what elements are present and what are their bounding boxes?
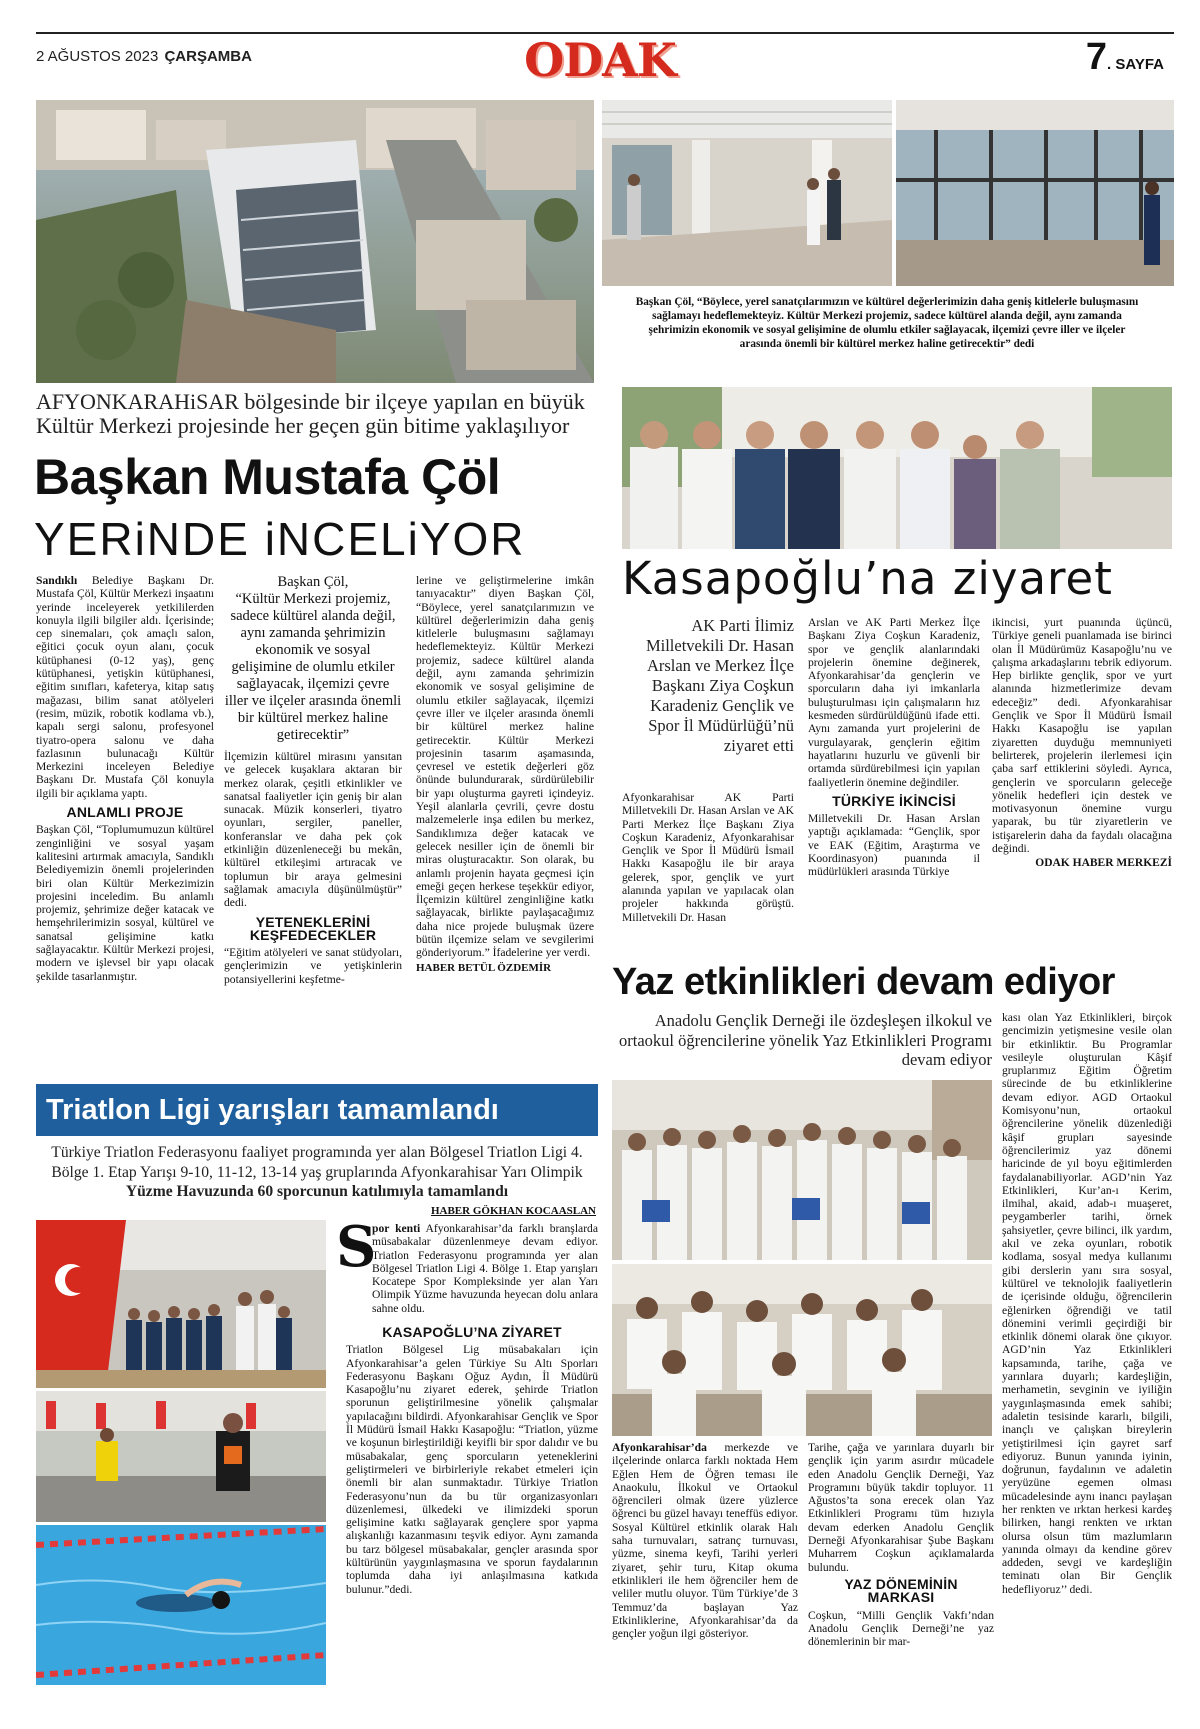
story2-col-1: Afyonkarahisar AK Parti Milletvekili Dr. Hasan Arslan ve AK Parti Merkez İlçe Başkanı Ziya Coşkun Karadeniz, Afyonkarahisar Gençlik ve Spor İl Müdürü İsmail Hakkı Kasapoğlu ile bir araya gelerek, spor, gençlik ve yurt alanında yapılan ve yapılacak olan projeler hakkında görüştü. Milletvekili Dr. Hasan: [622, 791, 794, 924]
story3-deck: Anadolu Gençlik Derneği ile özdeşleşen ilkokul ve ortaokul öğrencilerine yönelik Yaz Etkinlikleri Programı devam ediyor: [619, 1011, 992, 1069]
story3-right-col: kası olan Yaz Etkinlikleri, birçok gencimizin yetişmesine vesile olan bir etkinliktir. Bu Programlar vesileyle oluşturulan Kâşif gruplarımız Eğitim Öğretim sürecinde de bu etkinliklerine devam ediyor. AGD Ortaokul Komisyonu’nun, ortaokul öğrencilerine yönelik düzenlediği kâşif grupları sayesinde öğrencilerimiz yaz dönemi haricinde de yıl boyu eğitimlerden faydalanabiliyorlar. AGD’nin Yaz Etkinlikleri, Kur’an-ı Kerim, ilmihal, akaid, adab-ı muaşeret, peygamberler tarihi, örnek şahsiyetler, çevre bilinci, ilk yardım, akıl ve zeka oyunları, robotik kodlama, sosyal medya kullanımı gibi derslerin yanı sıra sosyal, kültürel ve teknolojik faaliyetlerin de içerisinde olduğu, öğrencilerin eğlenirken öğrendiği ve tatil dönemini verimli geçirdiği bir etkinlik dönemi olarak öne çıkıyor. AGD’nin Yaz Etkinlikleri kapsamında, tarihe, çağa ve yarınlara duyarlı; kardeşliğin, merhametin, sevginin ve iyiliğin yaygınlaşmasında emek sahibi; adaletin tesisinde kararlı, bilgili, inançlı ve çalışkan bireylerin yetiştirilmesi için gayret sarf ediyoruz. Bunun yanında iyinin, doğrunun, faydalının ve adaletin yeryüzüne egemen olması mücadelesinde aynı inancı paylaşan her renkten ve ırktan herkesi kardeş bilirken, hangi renkten ve ırktan olursa olsun tüm mazlumların yanında olmayı da kendine görev addeden, sevgi ve kardeşliğin teminatı olan Bir Gençlik hedefliyoruz’’ dedi.: [1002, 1011, 1172, 1596]
aerial-photo-culture-center: [36, 100, 594, 383]
day-text: ÇARŞAMBA: [164, 48, 252, 65]
lead-word: Sandıklı: [36, 574, 78, 587]
story4-dropcap: S: [336, 1214, 377, 1280]
kicker-line-2: Kültür Merkezi projesinde her geçen gün bitime yaklaşılıyor: [36, 413, 570, 438]
interior-photo-2: [896, 100, 1174, 286]
students-classroom-photo: [612, 1264, 992, 1436]
group-photo-visit: [622, 387, 1172, 549]
story1-p2: Başkan Çöl, “Toplumumuzun kültürel zenginliğini ve sosyal yaşam kalitesini artırmak amacıyla, Sandıklı Belediyemizin önemli projelerinden biri olan Kültür Merkezimizin projesini inceledim. Bu anlamlı projemiz, şehrimize değer katacak ve hemşehrilerimizin sosyal, kültürel ve sanatsal gelişimine katkı sağlayacaktır. Kültür Merkezi projesi, modern ve işlevsel bir yapı olacak şekilde tasarlanmıştır.: [36, 823, 214, 983]
interior-photo-1: [602, 100, 892, 286]
story4-headline: Triatlon Ligi yarışları tamamlandı: [46, 1094, 499, 1126]
story3-bottom-col-2: [808, 1441, 994, 1648]
date-text: 2 AĞUSTOS 2023: [36, 48, 159, 65]
triathlon-running-photo: [36, 1391, 326, 1522]
pull-quote: “Kültür Merkezi projemiz, sadece kültürel alanda değil, aynı zamanda şehrimizin ekonomik ve sosyal gelişimine de olumlu etkiler sağlayacak, ilçemizi çevre iller ve ilçeler arasında önemli bir kültürel merkez haline getirecektir”: [224, 591, 402, 743]
story2-col-2: [808, 616, 980, 879]
subhead-yaz-doneminin-markasi: YAZ DÖNEMİNİN MARKASI: [844, 1575, 958, 1606]
page-number: [1086, 36, 1164, 79]
story4-deck: [36, 1143, 598, 1202]
story2-col2-p2: Milletvekili Dr. Hasan Arslan yaptığı açıklamada: “Gençlik, spor ve EAK (Eğitim, Araştırma ve Koordinasyon) puanında il müdürlükleri arasında Türkiye: [808, 812, 980, 879]
story1-headline-sub: YERiNDE iNCELiYOR: [34, 513, 526, 565]
subhead-turkiye-ikincisi: TÜRKİYE İKİNCİSİ: [832, 792, 956, 809]
story4-p2: Triatlon Bölgesel Lig müsabakaları için Afyonkarahisar’a gelen Türkiye Su Altı Sporları Federasyonu Başkanı Oğuz Aydın, İl Müdürü Kasapoğlu’nu ziyaret ederek, şehirde Triatlon sporunun geliştirilmesine yönelik çalışmalar yapılacağını bildirdi. Afyonkarahisar Gençlik ve Spor İl Müdürü İsmail Hakkı Kasapoğlu: “Triatlon, yüzme ve koşunun birleştirildiği keyifli bir spor dalıdır ve bu müsabakalar, genç sporcuların yeteneklerini geliştirmeleri ve birbirleriyle rekabet etmeleri için önemli bir alan sunmaktadır. Türkiye Triatlon Federasyonu’nun da bu tür organizasyonları düzenlemesi, ülkedeki ve ilimizdeki sporun gelişimine katkı sağlayarak gençlere spor yapma alışkanlığı kazanmasını teşvik ediyor. Aynı zamanda bu tarz bölgesel müsabakalar, gençler arasında spor kültürünün yaygınlaşmasına ve sporun faydalarının toplumda daha iyi anlaşılmasına katkıda bulunur.”dedi.: [346, 1343, 598, 1596]
story2-headline: Kasapoğlu’na ziyaret: [622, 552, 1113, 605]
issue-date: [36, 48, 252, 65]
story1-kicker: [36, 390, 596, 438]
triathlon-ceremony-photo: [36, 1220, 326, 1388]
story2-deck: AK Parti İlimiz Milletvekili Dr. Hasan Arslan ve Merkez İlçe Başkanı Ziya Coşkun Karadeniz Gençlik ve Spor İl Müdürlüğü’nü ziyaret etti: [645, 616, 794, 755]
subhead-anlamli-proje: ANLAMLI PROJE: [66, 804, 184, 821]
story3-bottom-p1: merkezde ve ilçelerinde onlarca farklı noktada Hem Eğlen Hem de Öğren teması ile Anaokulu, İlkokul ve Ortaokul öğrencileri olmak üzere yüzlerce öğrenci bu güzel havayı teneffüs ediyor. Sosyal Kültürel etkinlik olarak Halı saha turnuvaları, satranç turnuvası, yüzme, sinema keyfi, Tarihi yerleri ziyaret, şehir turu, Kitap okuma etkinlikleri ile hem öğrenciler hem de veliler mutlu oluyor. Tüm Türkiye’de 3 Temmuz’da başlayan Yaz Etkinliklerine, Afyonkarahisar’da da gençler yoğun ilgi gösteriyor.: [612, 1441, 798, 1641]
story2-byline: ODAK HABER MERKEZİ: [1035, 857, 1172, 870]
triathlon-swimming-photo: [36, 1525, 326, 1685]
story4-lead-word: por kenti: [372, 1222, 421, 1235]
story2-col3: ikincisi, yurt puanında üçüncü, Türkiye geneli puanlamada ise birinci olan İl Müdürümüz Kasapoğlu’nu ve çalışma arkadaşlarını tebrik ediyorum. Hep birlikte gençlik, spor ve yurt alanında hizmetlerimize devam edeceğiz” dedi. Afyonkarahisar Gençlik ve Spor İl Müdürü İsmail Hakkı Kasapoğlu ise yapılan ziyaretten duyduğu memnuniyeti belirterek, projelerin ilerlemesi için çaba sarf ettiklerini söyledi. Ayrıca, gençlerin ve sporcuların geleceğe yönelik hedefleri için destek ve motivasyonun önemine vurgu yaparak, bu tür ziyaretlerin ve istişarelerin daha da faydalı olacağına değindi.: [992, 616, 1172, 856]
students-group-photo: [612, 1080, 992, 1260]
page-label: . SAYFA: [1107, 56, 1164, 73]
subhead-kasapoglu-ziyaret: KASAPOĞLU’NA ZİYARET: [382, 1324, 562, 1340]
pull-quote-intro: Başkan Çöl,: [277, 574, 349, 590]
subhead-yeteneklerini: YETENEKLERİNİ KEŞFEDECEKLER: [249, 913, 377, 943]
story1-col-3: [416, 574, 594, 975]
story1-p1: Belediye Başkanı Dr. Mustafa Çöl, Kültür Merkezi inşaatını yerinde inceleyerek yetkililerden konuyla ilgili bilgiler aldı. İçerisinde; cep sinemaları, çok amaçlı salon, eğitici çocuk oyun alanı, çocuk kütüphanesi (0-12 yaş), genç kütüphanesi, yetişkin kütüphanesi, eğitim sınıfları, kafeterya, kitap satış mağazası, bilim sanat atölyeleri (resim, müzik, robotik kodlama vb.), kapalı sergi salonu, profesyonel tiyatro-opera salonu ve daha fazlasının bulunacağı Kültür Merkezini inceleyen Belediye Başkanı Dr. Mustafa Çöl konuyla ilgili bir açıklama yaptı.: [36, 574, 214, 800]
story4-p1a: Afyonkarahisar’da farklı branşlarda müsabakalar düzenlenmeye devam ediyor. Triatlon Federasyonu programında yer alan Bölgesel Triatlon Ligi 4. Bölge 1. Etap yarışları Kocatepe Spor Kompleksinde yer alan Yarı Olimpik Yüzme havuzunda heyecan dolu anlara sahne oldu.: [372, 1222, 598, 1315]
story3-bottom-col2-p1: Tarihe, çağa ve yarınlara duyarlı bir gençlik için yarım asırdır mücadele eden Anadolu Gençlik Derneği, Yaz Programını büyük takdir topluyor. 11 Ağustos’ta sona erecek olan Yaz Etkinlikleri Programı tüm hızıyla devam ederken Anadolu Gençlik Derneği Afyonkarahisar Şube Başkanı Muharrem Coşkun açıklamalarda bulundu.: [808, 1441, 994, 1574]
story1-col-1: [36, 574, 214, 983]
story4-deck-bold: Yüzme Havuzunda 60 sporcunun katılımıyla tamamlandı: [125, 1183, 509, 1200]
story1-col2-p2: “Eğitim atölyeleri ve sanat stüdyoları, gençlerimizin ve yetişkinlerin potansiyellerini keşfetme-: [224, 946, 402, 986]
page-number-digit: 7: [1085, 36, 1108, 78]
story3-lead-word: Afyonkarahisar’da: [612, 1441, 707, 1454]
story1-byline: HABER BETÜL ÖZDEMİR: [416, 961, 552, 974]
story4-byline: HABER GÖKHAN KOCAASLAN: [430, 1205, 596, 1217]
story2-col-3: [992, 616, 1172, 871]
story1-col3-p1: lerine ve geliştirmelerine imkân tanıyacaktır” diyen Başkan Çöl, “Böylece, yerel sanatçılarımızın ve kültürel değerlerimizin daha geniş kitlelerle buluşmasını sağlamayı hedeflemekteyiz. Kültür Merkezi projemiz, sadece kültürel alanda değil, aynı zamanda şehrimizin ekonomik ve sosyal gelişimine de olumlu etkiler sağlayacak, ilçemizi çevre iller ve ilçeler arasında önemli bir kültürel merkez haline getirecektir. Kültür Merkezi projesinin tasarım aşamasında, çevresel ve estetik değerleri göz önünde bulundurarak, sürdürülebilir bir yapı oluşturma gayreti içindeyiz. Yeşil alanlarla çevrili, çevre dostu malzemelerle inşa edilen bu merkez, Sandıklımıza değer katacak ve gelecek nesiller için de önemli bir miras oluşturacaktır. Son olarak, bu anlamlı projenin hayata geçmesi için emeği geçen herkese teşekkür ediyor, İlçemizin kültürel zenginliğine katkı sağlayacak, birlikte paylaşacağımız daha nice projede buluşmak üzere bütün ilçemize selam ve sevgilerimi gönderiyorum.” İfadelerine yer verdi.: [416, 574, 594, 960]
story1-col-2: [224, 574, 402, 986]
kicker-line-1: AFYONKARAHiSAR bölgesinde bir ilçeye yapılan en büyük: [36, 389, 585, 414]
story2-col2-p1: Arslan ve AK Parti Merkez İlçe Başkanı Ziya Coşkun Karadeniz, spor ve gençlik alanlarındaki projelerin önemine değinerek, Afyonkarahisar’da gençlerin ve sporcuların daha iyi imkanlarla buluşturulması için çalışmaların hız kesmeden sürdürüldüğünü ifade etti. Aynı zamanda yurt projelerini de vurgulayarak, gençlerin eğitim hayatlarını huzurlu ve güvenli bir ortamda sürdürebilmesi için yapılan faaliyetlerin önemine değindiler.: [808, 616, 980, 789]
story4-deck-text: Türkiye Triatlon Federasyonu faaliyet programında yer alan Bölgesel Triatlon Ligi 4. Bölge 1. Etap Yarışı 9-10, 11-12, 13-14 yaş gruplarında Afyonkarahisar Yarı Olimpik: [51, 1144, 583, 1181]
story1-col2-p1: İlçemizin kültürel mirasını yansıtan ve gelecek kuşaklara aktaran bir merkez olarak, çeşitli etkinlikler ve sanatsal faaliyetler için geniş bir alan sunacak. Müzik konserleri, tiyatro oyunları, sergiler, paneller, konferanslar ve daha pek çok etkinliğin düzenleneceği bu mekân, kültürel etkileşimi artıracak ve toplumun bir araya gelmesini sağlamak amacıyla düşünülmüştür” dedi.: [224, 750, 402, 910]
story3-headline: Yaz etkinlikleri devam ediyor: [612, 961, 1115, 1003]
story3-bottom-col2-p2: Coşkun, “Milli Gençlik Vakfı’ndan Anadolu Gençlik Derneği’ne yaz dönemlerinin bir mar-: [808, 1608, 994, 1649]
story3-bottom-col-1: [612, 1441, 798, 1640]
story4-col: [346, 1326, 598, 1596]
masthead-logo: ODAK: [524, 33, 676, 87]
story4-intro: [372, 1222, 598, 1315]
photo-caption-culture-center: Başkan Çöl, “Böylece, yerel sanatçılarımızın ve kültürel değerlerimizin daha geniş kitlelerle buluşmasını sağlamayı hedeflemekteyiz. Kültür Merkezi projemiz, sadece kültürel alanda değil, aynı zamanda şehrimizin ekonomik ve sosyal gelişimine de olumlu etkiler sağlayacak, ilçemizi çevre iller ve ilçeler arasında önemli bir kültürel merkez haline getirecektir” dedi: [635, 296, 1139, 350]
story1-headline: Başkan Mustafa Çöl: [34, 449, 501, 505]
